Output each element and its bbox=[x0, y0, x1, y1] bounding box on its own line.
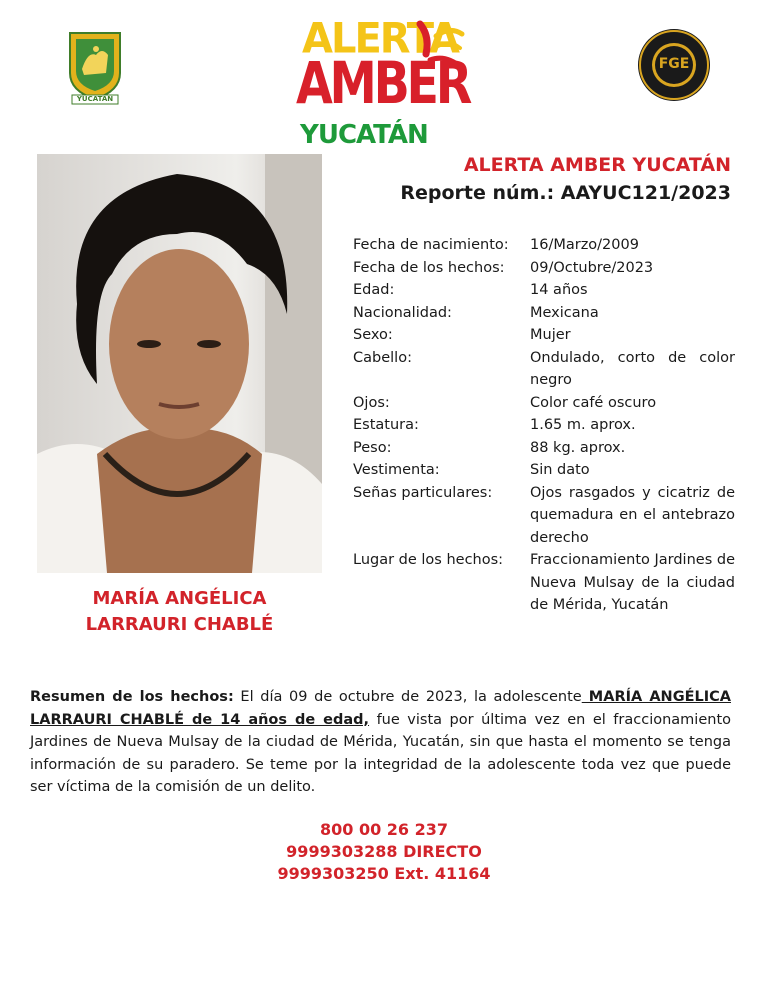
detail-label: Edad: bbox=[353, 282, 395, 298]
alert-title: ALERTA AMBER YUCATÁN bbox=[463, 154, 731, 176]
detail-label: Vestimenta: bbox=[353, 462, 440, 478]
detail-label: Sexo: bbox=[353, 327, 393, 343]
name-line-2: LARRAURI CHABLÉ bbox=[85, 614, 274, 635]
detail-row bbox=[353, 302, 735, 325]
detail-row bbox=[353, 482, 735, 550]
summary-text-b: fue vista por última vez en el fraccionamiento Jardines de Nueva Mulsay de la ciudad de Mérida, Yucatán, sin que hasta el momento se tenga información de su paradero. Se teme por la integridad de la adolescente toda vez que puede ser víctima de la comisión de un delito. bbox=[30, 711, 732, 795]
details-table bbox=[353, 234, 735, 617]
detail-value: 14 años bbox=[530, 282, 588, 298]
detail-label: Señas particulares: bbox=[353, 484, 493, 501]
detail-value: Color café oscuro bbox=[530, 394, 657, 411]
detail-row bbox=[353, 324, 735, 347]
summary-label: Resumen de los hechos: bbox=[30, 689, 234, 705]
detail-label: Cabello: bbox=[353, 349, 412, 366]
detail-value: Sin dato bbox=[530, 462, 590, 478]
detail-row bbox=[353, 414, 735, 437]
detail-label: Nacionalidad: bbox=[353, 304, 452, 321]
signal-waves-icon bbox=[416, 14, 468, 94]
detail-value: Ojos rasgados y cicatriz de quemadura en el antebrazo derecho bbox=[530, 484, 735, 546]
logo-amber-text: AMBER bbox=[296, 49, 470, 117]
phone-number: 9999303288 DIRECTO bbox=[286, 842, 482, 861]
detail-value: 09/Octubre/2023 bbox=[530, 259, 654, 276]
detail-value: 88 kg. aprox. bbox=[530, 439, 626, 456]
detail-value: Mujer bbox=[530, 327, 571, 343]
detail-value: 16/Marzo/2009 bbox=[530, 237, 639, 253]
summary-text-a: El día 09 de octubre de 2023, la adolescente bbox=[233, 689, 582, 705]
detail-row bbox=[353, 257, 735, 280]
crest-caption: YUCATÁN bbox=[76, 95, 114, 103]
summary-highlight: MARÍA ANGÉLICA LARRAURI CHABLÉ de 14 años de edad, bbox=[30, 689, 731, 728]
logo-yucatan-text: YUCATÁN bbox=[300, 120, 428, 150]
contact-phones bbox=[0, 819, 768, 885]
detail-row bbox=[353, 234, 735, 257]
detail-value: 1.65 m. aprox. bbox=[530, 417, 636, 433]
phone-number: 9999303250 Ext. 41164 bbox=[277, 864, 491, 883]
report-number: Reporte núm.: AAYUC121/2023 bbox=[400, 182, 731, 204]
detail-row bbox=[353, 459, 735, 482]
detail-row bbox=[353, 347, 735, 392]
fge-label: FGE bbox=[658, 56, 690, 72]
detail-row bbox=[353, 279, 735, 302]
summary-paragraph bbox=[30, 686, 731, 799]
detail-label: Fecha de nacimiento: bbox=[353, 237, 509, 253]
detail-row bbox=[353, 392, 735, 415]
detail-value: Fraccionamiento Jardines de Nueva Mulsay de la ciudad de Mérida, Yucatán bbox=[530, 552, 735, 613]
detail-row bbox=[353, 437, 735, 460]
detail-value: Mexicana bbox=[530, 304, 599, 321]
detail-label: Peso: bbox=[353, 439, 392, 456]
detail-label: Fecha de los hechos: bbox=[353, 259, 505, 276]
logo-alerta-text: ALERTA bbox=[302, 14, 458, 64]
name-line-1: MARÍA ANGÉLICA bbox=[92, 588, 267, 609]
person-photo-image bbox=[37, 154, 322, 573]
detail-label: Lugar de los hechos: bbox=[353, 552, 504, 568]
detail-label: Estatura: bbox=[353, 417, 419, 433]
phone-number: 800 00 26 237 bbox=[319, 820, 449, 839]
yucatan-crest-logo bbox=[66, 29, 124, 105]
detail-value: Ondulado, corto de color negro bbox=[530, 349, 735, 388]
fge-seal-logo bbox=[636, 27, 712, 103]
detail-row bbox=[353, 549, 735, 617]
alerta-amber-logo bbox=[296, 14, 470, 150]
shield-icon bbox=[66, 29, 124, 105]
person-name bbox=[37, 586, 322, 638]
detail-label: Ojos: bbox=[353, 394, 390, 411]
missing-person-photo bbox=[37, 154, 322, 573]
